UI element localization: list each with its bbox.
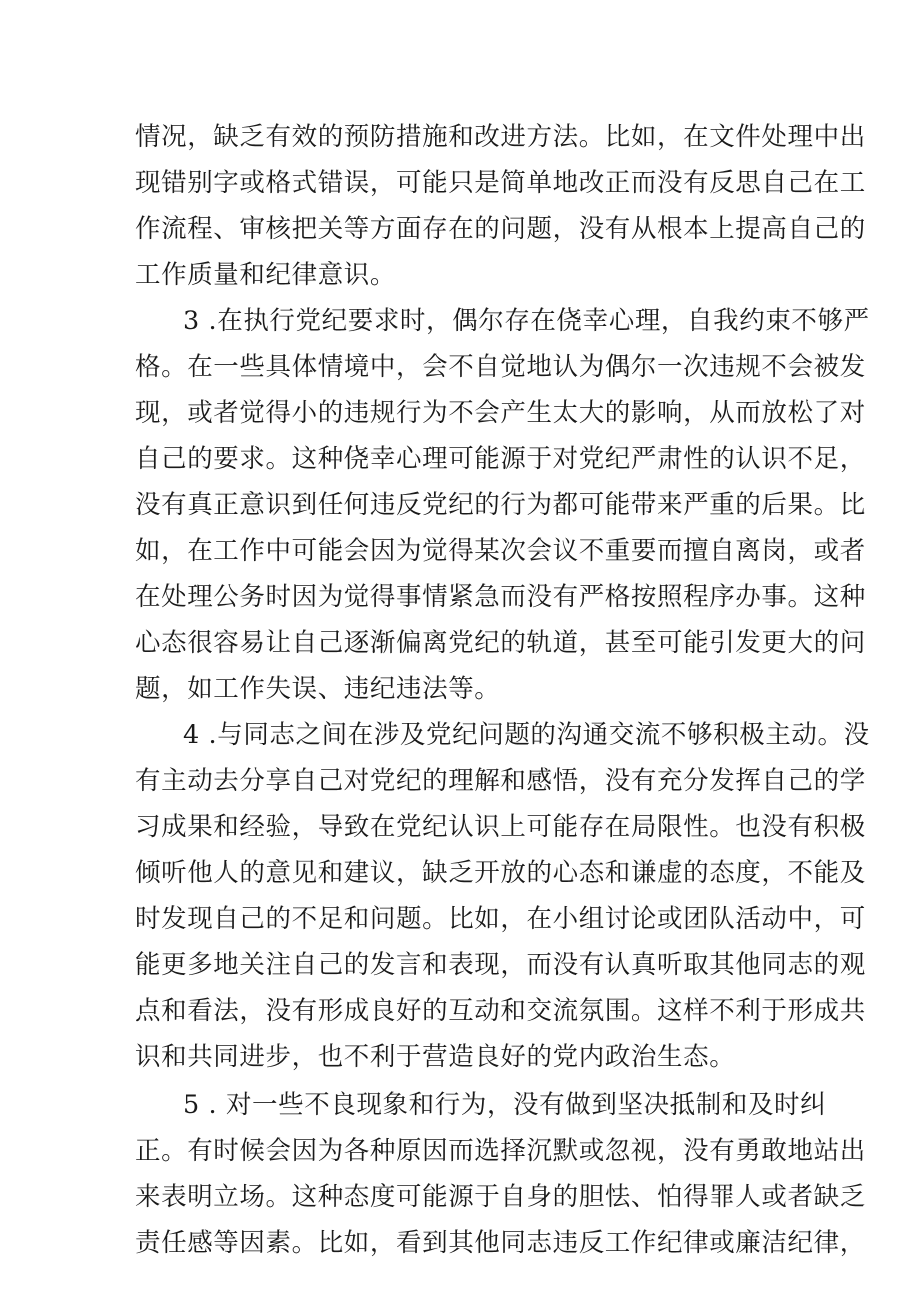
text-line: 识和共同进步，也不利于营造良好的党内政治生态。 [135,1042,736,1072]
text-line: 有主动去分享自己对党纪的理解和感悟，没有充分发挥自己的学 [135,766,866,796]
text-line: 倾听他人的意见和建议，缺乏开放的心态和谦虚的态度，不能及 [135,858,866,888]
text-line: 现错别字或格式错误，可能只是简单地改正而没有反思自己在工 [135,168,866,198]
text-line: 来表明立场。这种态度可能源于自身的胆怯、怕得罪人或者缺乏 [135,1182,866,1212]
paragraph-5-first-line: 5 . 对一些不良现象和行为，没有做到坚决抵制和及时纠 [183,1090,827,1120]
text-line: 时发现自己的不足和问题。比如，在小组讨论或团队活动中，可 [135,904,866,934]
text-line: 作流程、审核把关等方面存在的问题，没有从根本上提高自己的 [135,214,866,244]
text-line: 情况，缺乏有效的预防措施和改进方法。比如，在文件处理中出 [135,122,866,152]
text-line: 点和看法，没有形成良好的互动和交流氛围。这样不利于形成共 [135,996,866,1026]
text-line: 习成果和经验，导致在党纪认识上可能存在局限性。也没有积极 [135,812,866,842]
text-line: 能更多地关注自己的发言和表现，而没有认真听取其他同志的观 [135,950,866,980]
text-line: 题，如工作失误、违纪违法等。 [135,674,501,704]
text-line: 正。有时候会因为各种原因而选择沉默或忽视，没有勇敢地站出 [135,1136,866,1166]
text-line: 没有真正意识到任何违反党纪的行为都可能带来严重的后果。比 [135,490,866,520]
text-line: 现，或者觉得小的违规行为不会产生太大的影响，从而放松了对 [135,398,866,428]
text-line: 在处理公务时因为觉得事情紧急而没有严格按照程序办事。这种 [135,582,866,612]
text-line: 格。在一些具体情境中，会不自觉地认为偶尔一次违规不会被发 [135,352,866,382]
text-line: 自己的要求。这种侥幸心理可能源于对党纪严肃性的认识不足， [135,444,866,474]
text-line: 如，在工作中可能会因为觉得某次会议不重要而擅自离岗，或者 [135,536,866,566]
text-line: 责任感等因素。比如，看到其他同志违反工作纪律或廉洁纪律， [135,1228,866,1258]
paragraph-4-first-line: 4 .与同志之间在涉及党纪问题的沟通交流不够积极主动。没 [183,720,870,750]
text-line: 工作质量和纪律意识。 [135,260,397,290]
text-line: 心态很容易让自己逐渐偏离党纪的轨道，甚至可能引发更大的问 [135,628,866,658]
paragraph-3-first-line: 3 .在执行党纪要求时，偶尔存在侥幸心理，自我约束不够严 [183,306,870,336]
